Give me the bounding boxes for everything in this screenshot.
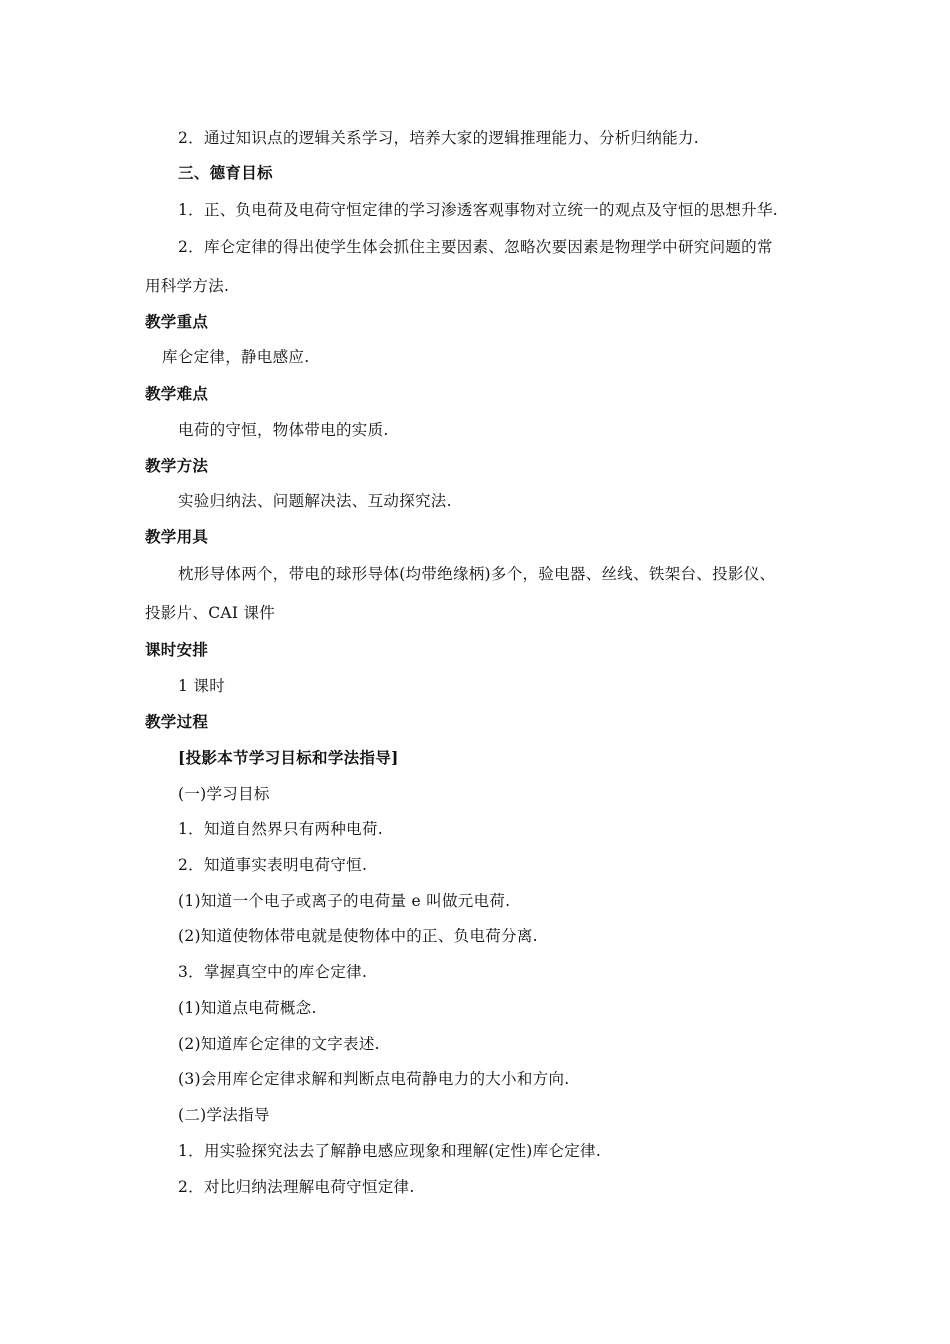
heading-tools: 教学用具 xyxy=(145,527,209,546)
heading-difficulties: 教学难点 xyxy=(145,384,209,403)
list-item-goal-3: 3．掌握真空中的库仑定律. xyxy=(178,963,368,981)
paragraph-tools: 枕形导体两个，带电的球形导体(均带绝缘柄)多个，验电器、丝线、铁架台、投影仪、 xyxy=(178,565,776,583)
list-item-goal-3-1: (1)知道点电荷概念. xyxy=(178,999,317,1017)
paragraph-moral-goal-2-cont: 用科学方法. xyxy=(145,277,230,295)
paragraph-moral-goal-2: 2．库仑定律的得出使学生体会抓住主要因素、忽略次要因素是物理学中研究问题的常 xyxy=(178,238,773,256)
heading-methods: 教学方法 xyxy=(145,456,209,475)
list-item-goal-2-2: (2)知道使物体带电就是使物体中的正、负电荷分离. xyxy=(178,927,538,945)
paragraph-schedule: 1 课时 xyxy=(178,677,225,695)
list-item-guidance-1: 1．用实验探究法去了解静电感应现象和理解(定性)库仑定律. xyxy=(178,1142,602,1160)
paragraph-key-points: 库仑定律，静电感应. xyxy=(162,348,310,366)
paragraph-difficulties: 电荷的守恒，物体带电的实质. xyxy=(178,421,389,439)
heading-process: 教学过程 xyxy=(145,712,209,731)
heading-schedule: 课时安排 xyxy=(145,640,209,659)
subheading-study-guidance: (二)学法指导 xyxy=(178,1106,270,1124)
paragraph-moral-goal-1: 1．正、负电荷及电荷守恒定律的学习渗透客观事物对立统一的观点及守恒的思想升华. xyxy=(178,201,778,219)
list-item-goal-2: 2．知道事实表明电荷守恒. xyxy=(178,856,368,874)
list-item-goal-3-2: (2)知道库仑定律的文字表述. xyxy=(178,1035,380,1053)
paragraph-projection-title: [投影本节学习目标和学法指导] xyxy=(178,748,399,767)
paragraph-methods: 实验归纳法、问题解决法、互动探究法. xyxy=(178,492,452,510)
heading-moral-goals: 三、德育目标 xyxy=(178,163,273,182)
list-item-goal-3-3: (3)会用库仑定律求解和判断点电荷静电力的大小和方向. xyxy=(178,1070,570,1088)
list-item-guidance-2: 2．对比归纳法理解电荷守恒定律. xyxy=(178,1178,415,1196)
paragraph-tools-cont: 投影片、CAI 课件 xyxy=(145,604,276,622)
subheading-learning-goals: (一)学习目标 xyxy=(178,785,270,803)
heading-key-points: 教学重点 xyxy=(145,312,209,331)
list-item-goal-1: 1．知道自然界只有两种电荷. xyxy=(178,820,383,838)
list-item-goal-2-1: (1)知道一个电子或离子的电荷量 e 叫做元电荷. xyxy=(178,892,511,910)
paragraph-ability-goal-2: 2．通过知识点的逻辑关系学习，培养大家的逻辑推理能力、分析归纳能力. xyxy=(178,129,699,147)
